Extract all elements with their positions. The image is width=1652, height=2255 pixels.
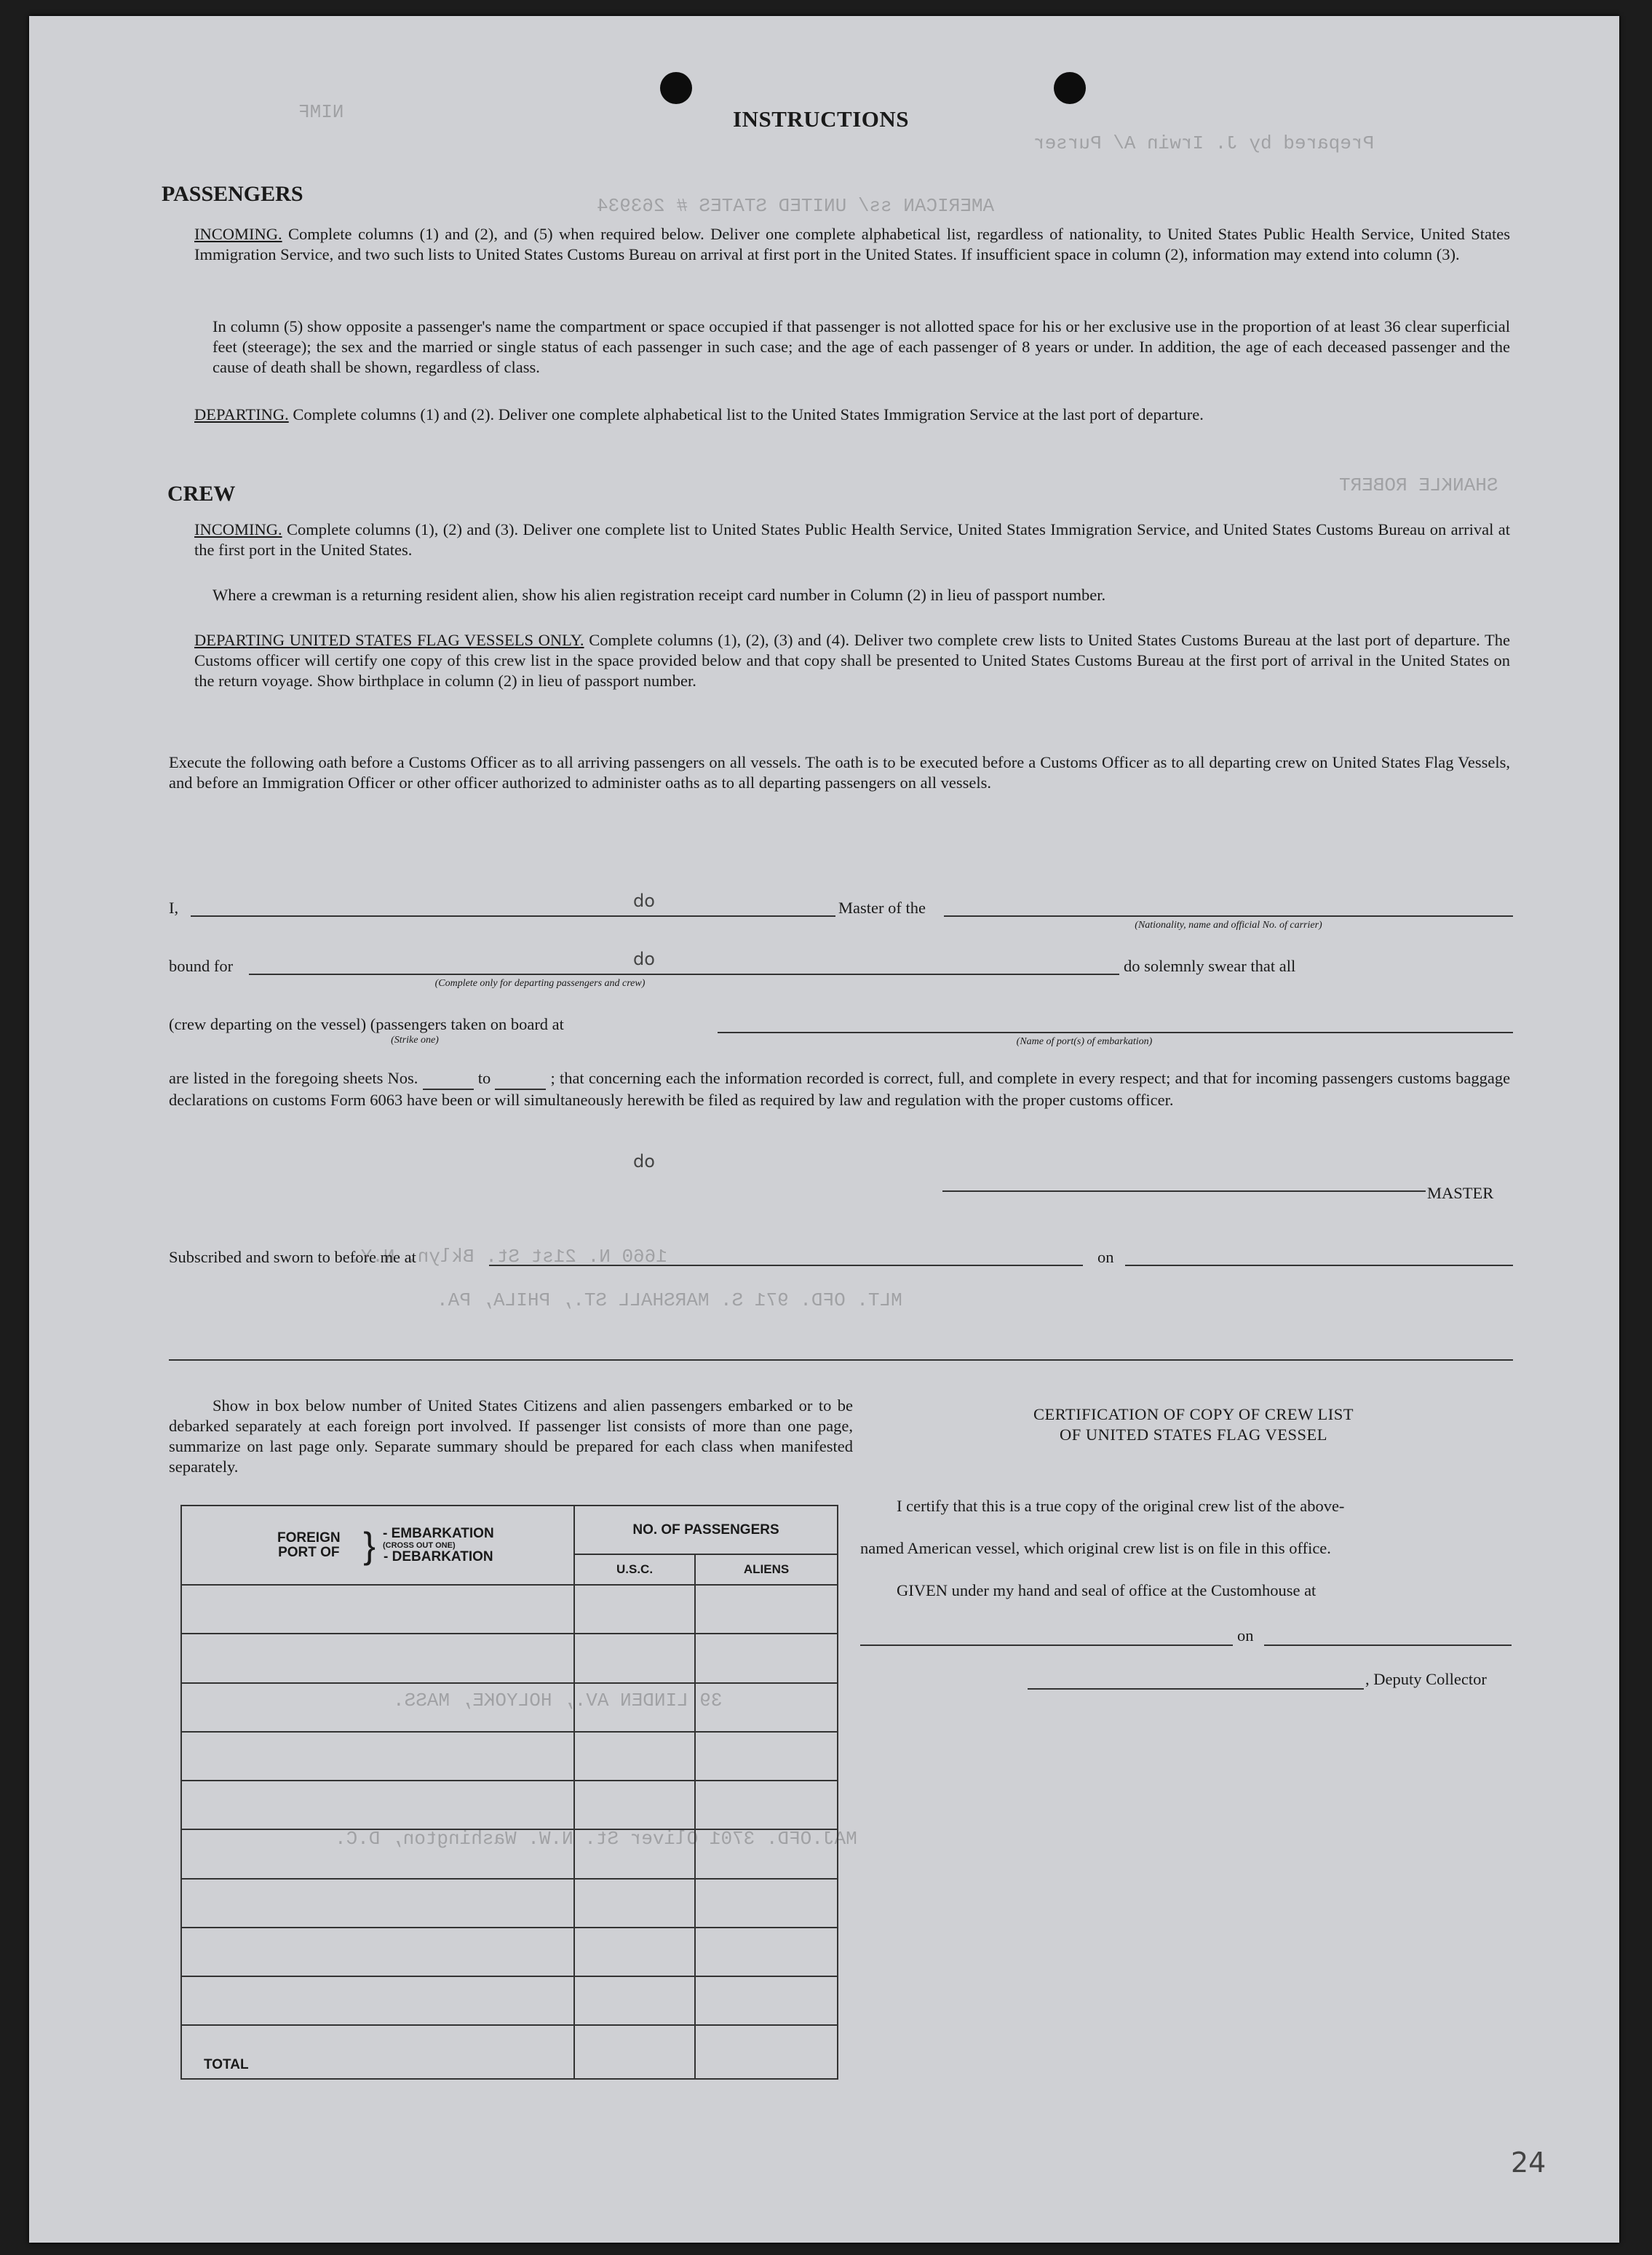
port-cell[interactable] [181,1829,574,1878]
bound-for-line[interactable] [249,974,1119,975]
port-cell[interactable] [181,1732,574,1781]
certification-on-label: on [1237,1626,1254,1644]
strike-one-note: (Strike one) [391,1035,439,1046]
certification-date-line[interactable] [1264,1644,1512,1646]
ditto-mark: do [633,1151,655,1172]
crew-heading: CREW [167,482,236,506]
listed-to: to [477,1069,491,1087]
listed-paragraph [169,1068,1510,1110]
bound-for-note: (Complete only for departing passengers and crew) [434,978,646,989]
port-cell[interactable] [181,1781,574,1829]
crew-departing-label: DEPARTING UNITED STATES FLAG VESSELS ONLY. [194,631,584,649]
aliens-cell[interactable] [695,1781,838,1829]
port-cell[interactable] [181,1879,574,1928]
usc-cell[interactable] [574,1976,695,2025]
punch-hole-right [1054,72,1086,104]
embarkation-port-line[interactable] [718,1032,1513,1033]
crew-incoming-text: Complete columns (1), (2) and (3). Deliver one complete list to United States Public Health Service, United States Immigration Service, and United States Customs Bureau on arrival at the first port in the United States. [194,520,1511,559]
master-label: MASTER [1427,1184,1494,1202]
passengers-heading: PASSENGERS [162,182,303,206]
aliens-cell[interactable] [695,1634,838,1682]
aliens-cell[interactable] [695,1976,838,2025]
port-cell[interactable] [181,1585,574,1634]
passengers-incoming-label: INCOMING. [194,225,282,243]
bleed-through-text: SHANKLE ROBERT [1339,474,1498,496]
passengers-incoming-text: Complete columns (1) and (2), and (5) when required below. Deliver one complete alphabetical list, regardless of nationality, to United States Public Health Service, United States Immigration Service, and two such lists to United States Customs Bureau on arrival at first port in the United States. If insufficient space in column (2), information may extend into column (3). [194,225,1511,263]
aliens-cell[interactable] [695,1879,838,1928]
certification-text-1: I certify that this is a true copy of the original crew list of the above- [897,1497,1345,1515]
crew-departing-text-oath: (crew departing on the vessel) (passengers taken on board at [169,1015,564,1033]
subscribed-text: Subscribed and sworn to before me at [169,1248,416,1266]
usc-cell[interactable] [574,1732,695,1781]
total-cell [181,2025,574,2079]
usc-total-cell[interactable] [574,2025,695,2079]
certification-title-1: CERTIFICATION OF COPY OF CREW LIST [1033,1405,1354,1423]
certification-text-3: GIVEN under my hand and seal of office at the Customhouse at [897,1581,1317,1599]
carrier-line[interactable] [944,915,1513,917]
crew-incoming-label: INCOMING. [194,520,282,538]
usc-header: U.S.C. [574,1554,695,1585]
usc-cell[interactable] [574,1879,695,1928]
certification-title-2: OF UNITED STATES FLAG VESSEL [1059,1425,1328,1444]
bleed-through-text: 1660 N. 21st St. Bklyn. N.Y. [349,1246,667,1268]
summary-port-header [181,1506,574,1585]
aliens-cell[interactable] [695,1585,838,1634]
aliens-header: ALIENS [695,1554,838,1585]
oath-i-label: I, [169,899,179,917]
aliens-cell[interactable] [695,1829,838,1878]
crew-incoming-paragraph [194,520,1510,560]
aliens-cell[interactable] [695,1683,838,1732]
port-note: (Name of port(s) of embarkation) [1016,1036,1153,1047]
ditto-mark: do [633,949,655,969]
brace-glyph: } [363,1524,376,1566]
master-signature-line[interactable] [942,1190,1426,1192]
bleed-through-text: AMERICAN ss/ UNITED STATES # 263934 [597,195,995,217]
aliens-cell[interactable] [695,1928,838,1976]
usc-cell[interactable] [574,1928,695,1976]
passengers-departing-label: DEPARTING. [194,405,289,423]
handwritten-page-number: 24 [1511,2147,1546,2179]
usc-cell[interactable] [574,1585,695,1634]
bound-for-label: bound for [169,957,234,975]
deputy-collector-line[interactable] [1028,1688,1364,1690]
bleed-through-text: 39 LINDEN AV., HOLYOKE, MASS. [393,1690,723,1711]
usc-cell[interactable] [574,1781,695,1829]
port-cell[interactable] [181,1634,574,1682]
carrier-note: (Nationality, name and official No. of carrier) [1135,920,1322,931]
port-cell[interactable] [181,1928,574,1976]
page-title: INSTRUCTIONS [733,106,910,132]
listed-rest: ; that concerning each the information recorded is correct, full, and complete in every respect; and that for incoming passengers customs baggage declarations on customs Form 6063 have been or will simultaneously herewith be filed as required by law and regulation with the proper customs officer. [169,1069,1511,1109]
cross-out-note: (CROSS OUT ONE) [383,1540,456,1550]
passengers-count-header: NO. OF PASSENGERS [574,1506,838,1554]
bleed-through-text: Prepared by J. Irwin A/ Purser [1033,132,1375,154]
certification-text-2: named American vessel, which original crew list is on file in this office. [860,1539,1331,1557]
listed-text: are listed in the foregoing sheets Nos. [169,1069,418,1087]
sworn-date-line[interactable] [1125,1265,1513,1266]
passengers-incoming-paragraph [194,224,1510,265]
punch-hole-left [660,72,692,104]
debarkation-label: - DEBARKATION [384,1548,493,1564]
total-label: TOTAL [204,2057,249,2072]
foreign-port-label: FOREIGN PORT OF [277,1530,341,1560]
sheet-from-line[interactable] [423,1068,474,1090]
passengers-departing-text: Complete columns (1) and (2). Deliver one complete alphabetical list to the United States Immigration Service at the last port of departure. [293,405,1204,423]
passengers-column5-paragraph: In column (5) show opposite a passenger's name the compartment or space occupied if that passenger is not allotted space for his or her exclusive use in the proportion of at least 36 clear superficial feet (steerage); the sex and the married or single status of each passenger in such case; and the age of each passenger of 8 years or under. In addition, the age of each deceased passenger and the cause of death shall be shown, regardless of class. [213,317,1510,376]
sheet-to-line[interactable] [495,1068,546,1090]
customhouse-line[interactable] [860,1644,1233,1646]
ditto-mark: do [633,891,655,911]
deputy-collector-label: , Deputy Collector [1365,1670,1487,1688]
officer-signature-line[interactable] [169,1359,1513,1361]
usc-cell[interactable] [574,1683,695,1732]
embarkation-label: - EMBARKATION [383,1525,494,1541]
swear-text: do solemnly swear that all [1124,957,1296,975]
sworn-place-line[interactable] [489,1265,1083,1266]
master-of-the-label: Master of the [838,899,926,917]
port-cell[interactable] [181,1683,574,1732]
bleed-through-text: MAJ.OFD. 3701 Oliver St. N.W. Washington, D.C. [335,1828,857,1850]
crew-departing-paragraph [194,630,1510,691]
usc-cell[interactable] [574,1634,695,1682]
crew-departing-text: Complete columns (1), (2), (3) and (4). Deliver two complete crew lists to United States Customs Bureau at the last port of departure. The Customs officer will certify one copy of this crew list in the space provided below and that copy shall be presented to United States Customs Bureau at the first port of arrival in the United States on the return voyage. Show birthplace in column (2) in lieu of passport number. [194,631,1511,690]
port-cell[interactable] [181,1976,574,2025]
oath-intro: Execute the following oath before a Customs Officer as to all arriving passengers on all vessels. The oath is to be executed before a Customs Officer as to all departing crew on United States Flag Vessels, and before an Immigration Officer or other officer authorized to administer oaths as to all departing passengers on all vessels. [169,753,1510,792]
bleed-through-text: NIMF [298,101,344,123]
aliens-total-cell[interactable] [695,2025,838,2079]
master-name-line[interactable] [191,915,835,917]
usc-cell[interactable] [574,1829,695,1878]
passenger-summary-table [180,1505,838,2080]
passengers-departing-paragraph [194,405,1510,425]
sworn-on-label: on [1097,1248,1114,1266]
bleed-through-text: MLT. OFD. 971 S. MARSHALL ST., PHILA, PA. [437,1289,902,1311]
aliens-cell[interactable] [695,1732,838,1781]
crew-resident-paragraph: Where a crewman is a returning resident alien, show his alien registration receipt card number in Column (2) in lieu of passport number. [213,586,1106,604]
summary-instructions: Show in box below number of United States Citizens and alien passengers embarked or to be debarked separately at each foreign port involved. If passenger list consists of more than one page, summarize on last page only. Separate summary should be prepared for each class when manifested separately. [169,1396,853,1476]
document-page [29,16,1619,2243]
